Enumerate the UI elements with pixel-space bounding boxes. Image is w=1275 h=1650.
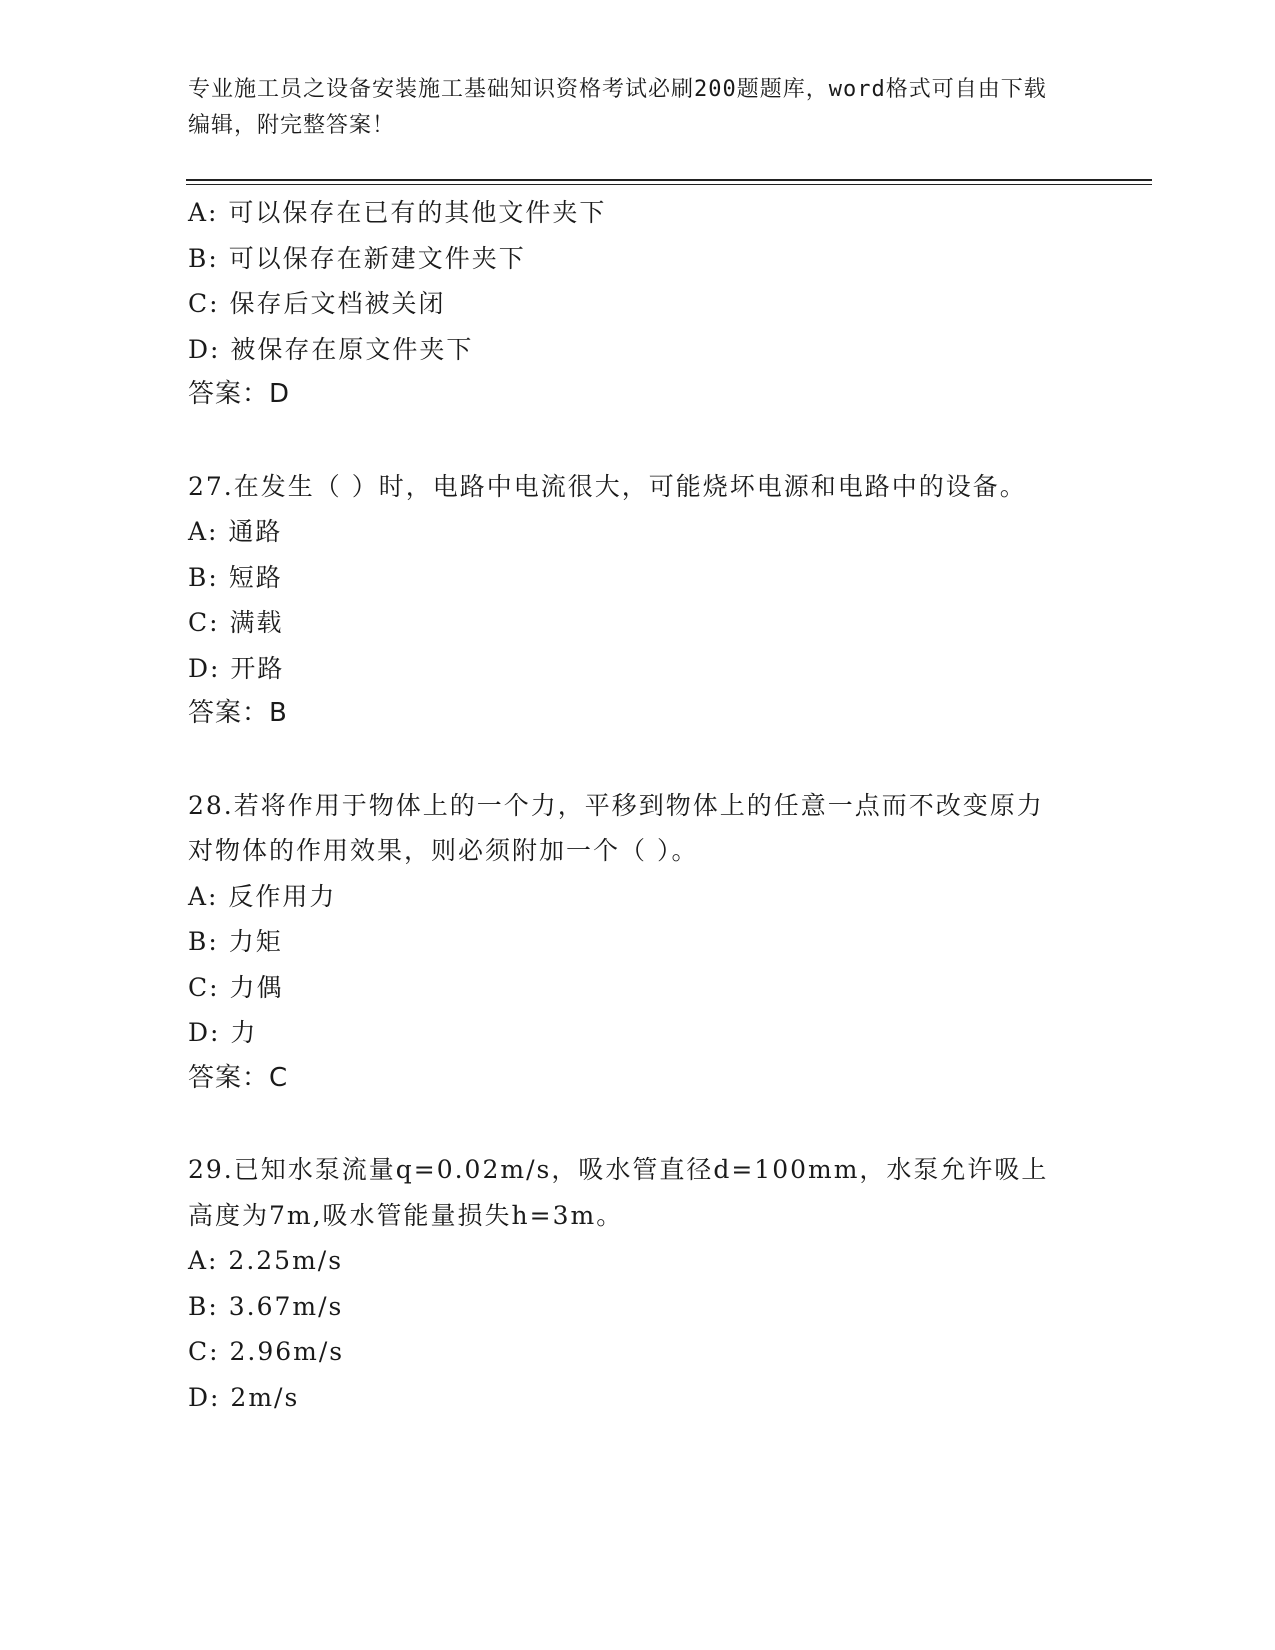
spacer [188,418,1088,464]
question-text: 28.若将作用于物体上的一个力，平移到物体上的任意一点而不改变原力对物体的作用效果，则必须附加一个（ ）。 [188,790,1044,865]
spacer [188,737,1088,783]
option-b: B: 短路 [188,562,283,592]
question-27 [188,464,1088,737]
answer-line: 答案：D [188,379,291,409]
header-divider [186,179,1152,181]
option-a: A: 2.25m/s [188,1246,344,1275]
option-c: C: 力偶 [188,972,284,1002]
document-header: 专业施工员之设备安装施工基础知识资格考试必刷200题题库，word格式可自由下载编辑，附完整答案！ [188,77,1047,138]
question-text: 27.在发生（ ）时，电路中电流很大，可能烧坏电源和电路中的设备。 [188,471,1027,501]
option-d: D: 开路 [188,653,285,683]
answer-line: 答案：C [188,1062,289,1093]
prev-question-block [188,190,1088,418]
option-a: A: 反作用力 [188,881,337,911]
question-text: 29.已知水泵流量q=0.02m/s，吸水管直径d=100mm，水泵允许吸上高度为7m,吸水管能量损失h=3m。 [188,1155,1049,1230]
option-b: B: 力矩 [188,927,283,956]
option-a: A: 通路 [188,517,283,546]
option-c: C: 2.96m/s [188,1337,345,1366]
option-d: D: 被保存在原文件夹下 [188,334,474,364]
question-29 [188,1147,1088,1420]
option-c: C: 满载 [188,608,284,637]
option-a: A: 可以保存在已有的其他文件夹下 [188,198,607,227]
header-divider-thin [186,184,1152,185]
option-c: C: 保存后文档被关闭 [188,289,446,318]
answer-line: 答案：B [188,698,288,728]
option-b: B: 可以保存在新建文件夹下 [188,243,526,273]
spacer [188,1101,1088,1147]
option-d: D: 力 [188,1018,258,1047]
question-28 [188,783,1088,1102]
question-content [188,190,1088,1420]
option-b: B: 3.67m/s [188,1291,344,1321]
option-d: D: 2m/s [188,1382,300,1412]
